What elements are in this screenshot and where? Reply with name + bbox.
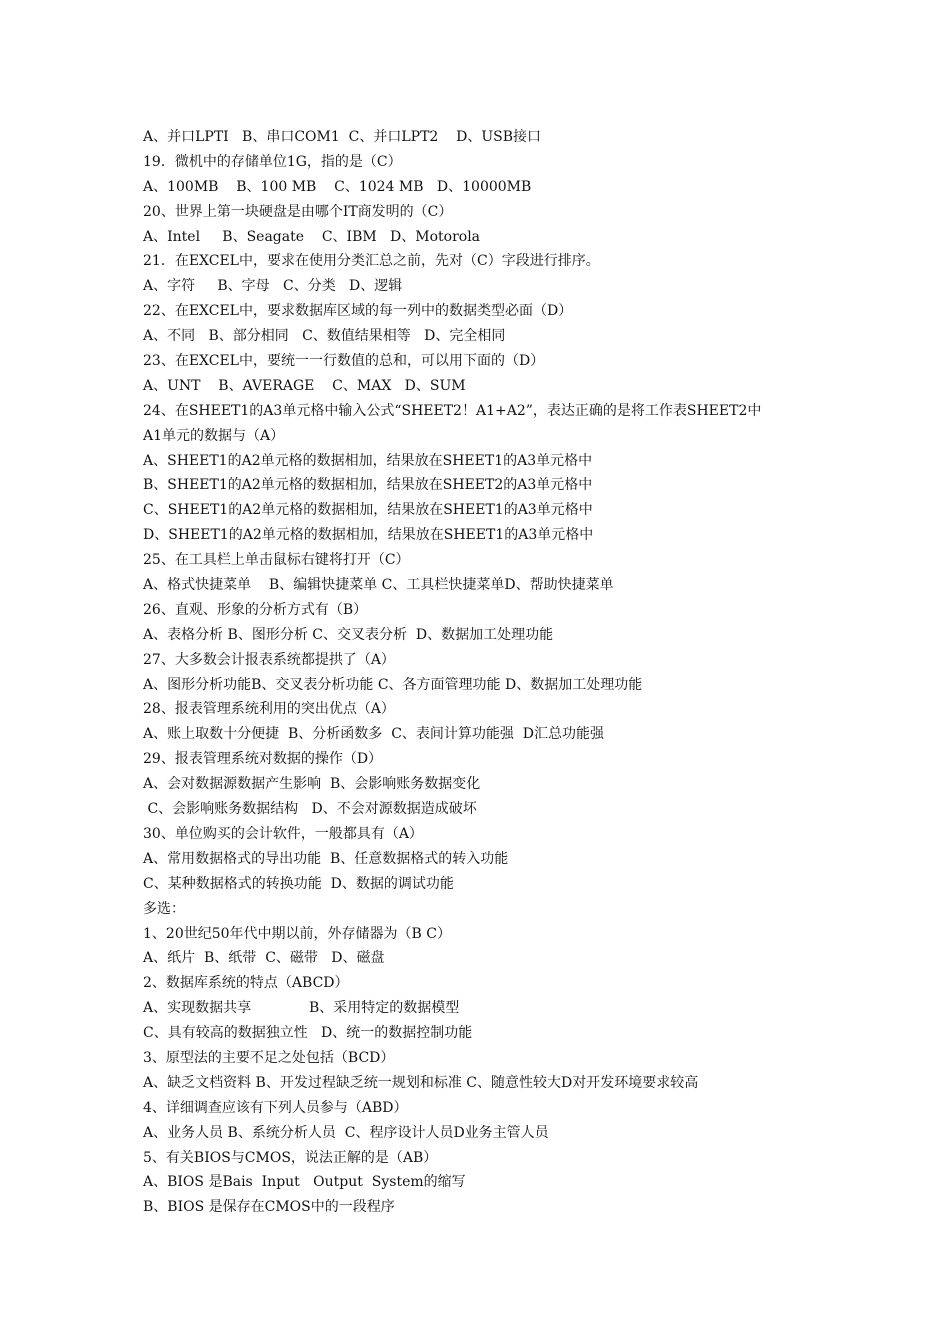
text-line: A、UNT B、AVERAGE C、MAX D、SUM: [143, 377, 466, 394]
text-line: 3、原型法的主要不足之处包括（BCD）: [143, 1049, 395, 1066]
text-line: C、SHEET1的A2单元格的数据相加，结果放在SHEET1的A3单元格中: [143, 502, 593, 519]
text-line: 27、大多数会计报表系统都提拱了（A）: [143, 651, 395, 668]
text-line: 30、单位购买的会计软件，一般都具有（A）: [143, 825, 423, 842]
text-line: A、缺乏文档资料 B、开发过程缺乏统一规划和标准 C、随意性较大D对开发环境要求较高: [143, 1074, 699, 1091]
text-line: C、具有较高的数据独立性 D、统一的数据控制功能: [143, 1025, 473, 1042]
text-line: A、字符 B、字母 C、分类 D、逻辑: [143, 278, 403, 295]
text-line: 26、直观、形象的分析方式有（B）: [143, 601, 368, 618]
text-line: A1单元的数据与（A）: [143, 427, 285, 444]
text-line: A、纸片 B、纸带 C、磁带 D、磁盘: [143, 950, 385, 967]
text-line: C、某种数据格式的转换功能 D、数据的调试功能: [143, 875, 454, 892]
text-line: A、表格分析 B、图形分析 C、交叉表分析 D、数据加工处理功能: [143, 626, 554, 643]
text-line: B、BIOS 是保存在CMOS中的一段程序: [143, 1199, 395, 1216]
text-line: C、会影响账务数据结构 D、不会对源数据造成破坏: [143, 801, 477, 818]
text-line: 2、数据库系统的特点（ABCD）: [143, 975, 349, 992]
text-line: 1、20世纪50年代中期以前，外存储器为（B C）: [143, 925, 451, 942]
text-line: 21．在EXCEL中，要求在使用分类汇总之前，先对（C）字段进行排序。: [143, 253, 600, 270]
text-line: A、SHEET1的A2单元格的数据相加，结果放在SHEET1的A3单元格中: [143, 452, 593, 469]
text-line: A、会对数据源数据产生影响 B、会影响账务数据变化: [143, 776, 481, 793]
text-line: D、SHEET1的A2单元格的数据相加，结果放在SHEET1的A3单元格中: [143, 527, 594, 544]
text-line: 19．微机中的存储单位1G，指的是（C）: [143, 153, 402, 170]
text-line: A、100MB B、100 MB C、1024 MB D、10000MB: [143, 178, 532, 195]
text-line: A、BIOS 是Bais Input Output System的缩写: [143, 1174, 466, 1191]
text-line: A、业务人员 B、系统分析人员 C、程序设计人员D业务主管人员: [143, 1124, 549, 1141]
text-line: A、Intel B、Seagate C、IBM D、Motorola: [143, 228, 481, 245]
text-line: A、不同 B、部分相同 C、数值结果相等 D、完全相同: [143, 328, 506, 345]
text-line: A、格式快捷菜单 B、编辑快捷菜单 C、工具栏快捷菜单D、帮助快捷菜单: [143, 577, 614, 594]
text-line: 22、在EXCEL中，要求数据库区域的每一列中的数据类型必面（D）: [143, 303, 573, 320]
question-text-block: [143, 125, 823, 1220]
text-line: 23、在EXCEL中，要统一一行数值的总和，可以用下面的（D）: [143, 353, 545, 370]
text-line: A、实现数据共享 B、采用特定的数据模型: [143, 1000, 460, 1017]
text-line: 5、有关BIOS与CMOS，说法正解的是（AB）: [143, 1149, 438, 1166]
text-line: A、并口LPTI B、串口COM1 C、并口LPT2 D、USB接口: [143, 129, 542, 145]
text-line: 20、世界上第一块硬盘是由哪个IT商发明的（C）: [143, 203, 453, 220]
text-line: A、账上取数十分便捷 B、分析函数多 C、表间计算功能强 D汇总功能强: [143, 726, 605, 743]
text-line: 多选：: [143, 900, 185, 917]
text-line: 29、报表管理系统对数据的操作（D）: [143, 751, 383, 768]
text-line: B、SHEET1的A2单元格的数据相加，结果放在SHEET2的A3单元格中: [143, 477, 593, 494]
text-line: A、常用数据格式的导出功能 B、任意数据格式的转入功能: [143, 850, 509, 867]
text-line: 28、报表管理系统利用的突出优点（A）: [143, 701, 395, 718]
text-line: 4、详细调查应该有下列人员参与（ABD）: [143, 1099, 408, 1116]
text-line: 25、在工具栏上单击鼠标右键将打开（C）: [143, 552, 410, 569]
text-line: 24、在SHEET1的A3单元格中输入公式“SHEET2！A1+A2”，表达正确的是将工作表SHEET2中: [143, 402, 762, 419]
text-line: A、图形分析功能B、交叉表分析功能 C、各方面管理功能 D、数据加工处理功能: [143, 676, 643, 693]
